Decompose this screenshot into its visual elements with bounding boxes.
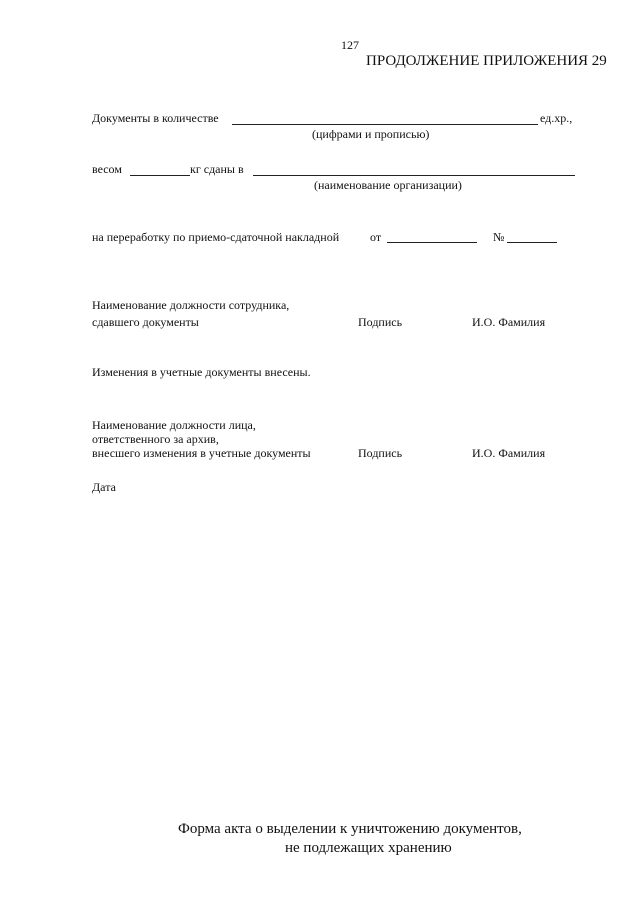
changes-note: Изменения в учетные документы внесены. <box>92 365 311 379</box>
docs-label: Документы в количестве <box>92 111 219 125</box>
docs-unit: ед.хр., <box>540 111 573 125</box>
weight-field[interactable] <box>130 175 190 176</box>
archive-name-label: И.О. Фамилия <box>472 446 546 460</box>
weight-label: весом <box>92 162 122 176</box>
organization-hint: (наименование организации) <box>314 178 462 192</box>
invoice-date-field[interactable] <box>387 242 477 243</box>
date-label: Дата <box>92 480 116 494</box>
employee-name-label: И.О. Фамилия <box>472 315 546 329</box>
invoice-number-field[interactable] <box>507 242 557 243</box>
docs-quantity-field[interactable] <box>232 124 538 125</box>
docs-hint: (цифрами и прописью) <box>312 127 430 141</box>
organization-field[interactable] <box>253 175 575 176</box>
processing-label: на переработку по приемо-сдаточной накладной <box>92 230 340 244</box>
employee-signature-label: Подпись <box>358 315 403 329</box>
page-number: 127 <box>341 38 359 52</box>
archive-position-line1: Наименование должности лица, <box>92 418 256 432</box>
employee-position-line2: сдавшего документы <box>92 315 199 329</box>
archive-position-line3: внесшего изменения в учетные документы <box>92 446 311 460</box>
archive-position-line2: ответственного за архив, <box>92 432 219 446</box>
appendix-title: ПРОДОЛЖЕНИЕ ПРИЛОЖЕНИЯ 29 <box>366 53 607 69</box>
weight-mid-label: кг сданы в <box>190 162 244 176</box>
form-title-line2: не подлежащих хранению <box>285 840 452 856</box>
employee-position-line1: Наименование должности сотрудника, <box>92 298 290 312</box>
number-label: № <box>493 230 505 244</box>
archive-signature-label: Подпись <box>358 446 403 460</box>
form-title-line1: Форма акта о выделении к уничтожению документов, <box>178 821 522 837</box>
from-label: от <box>370 230 382 244</box>
